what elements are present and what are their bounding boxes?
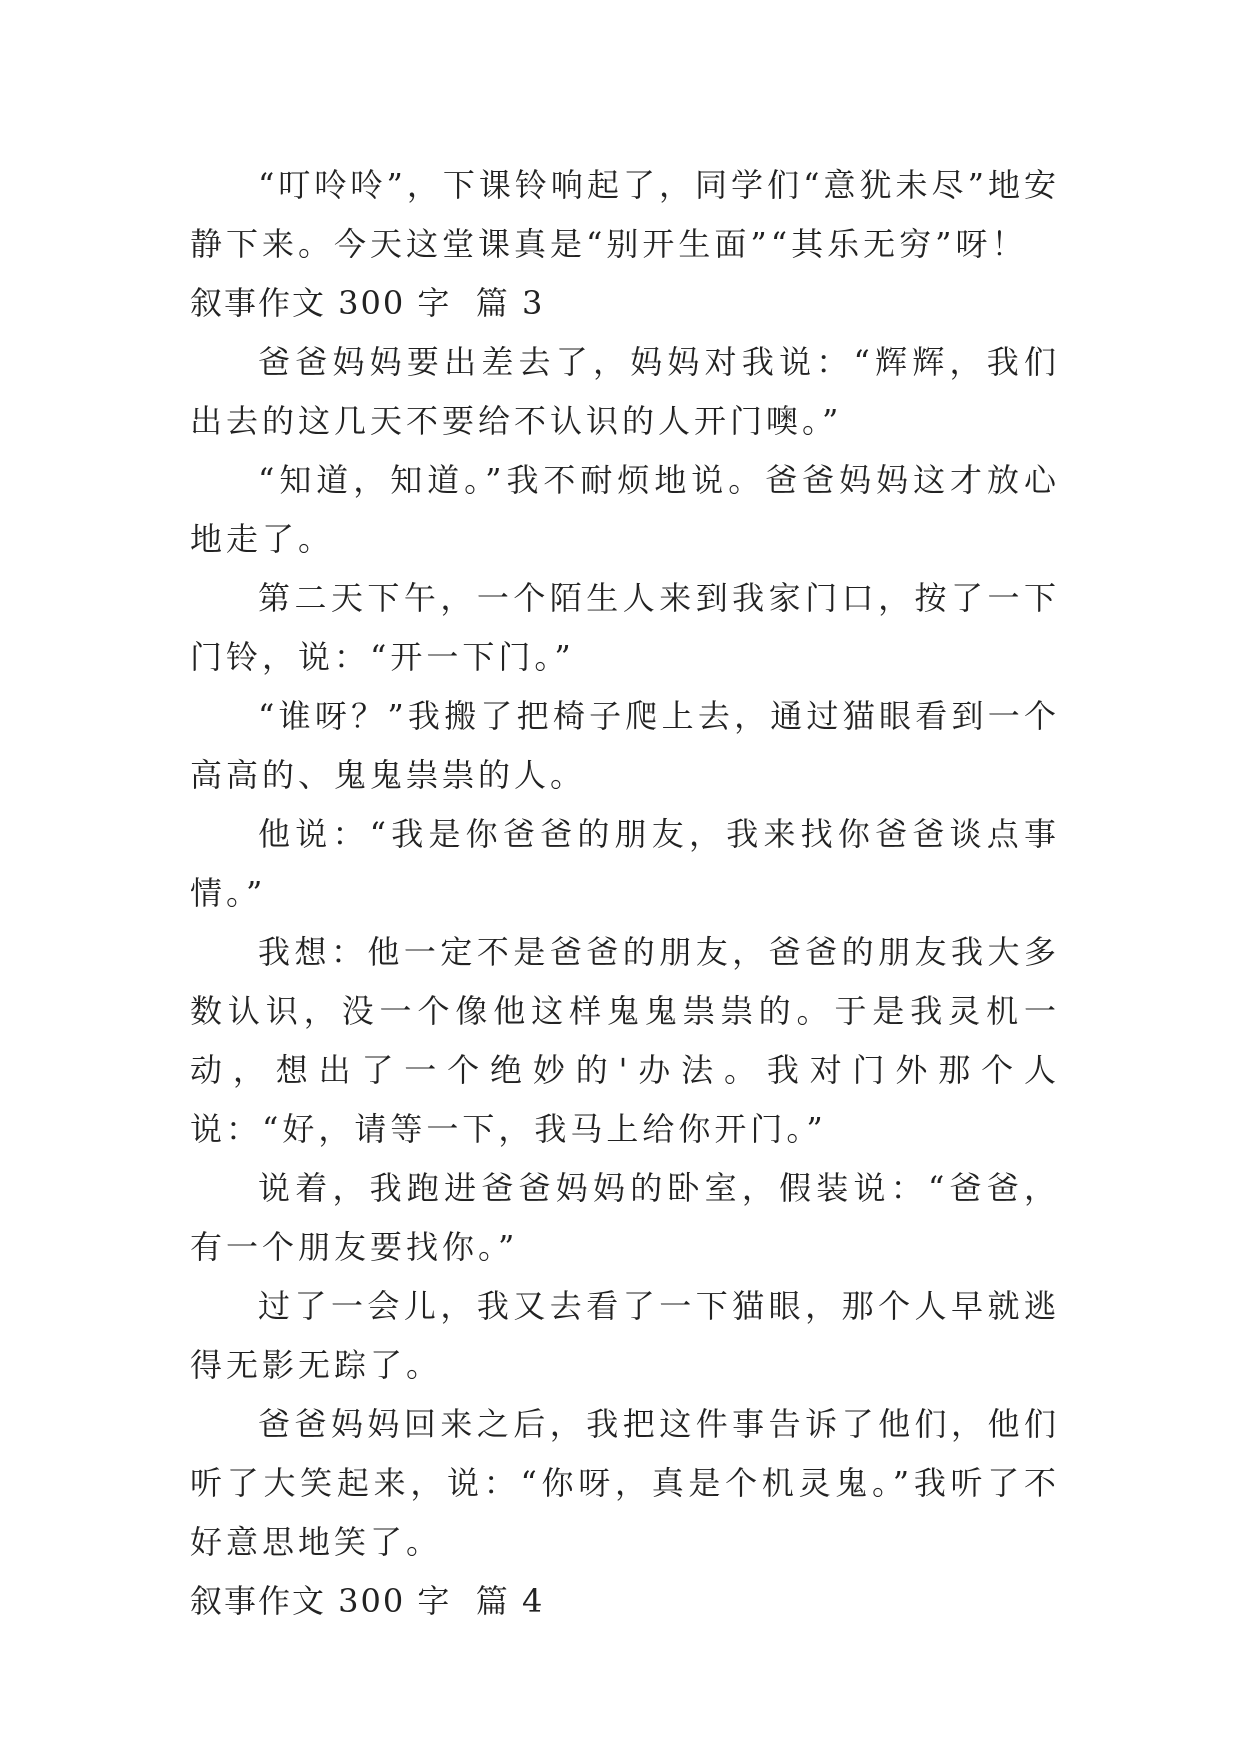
paragraph-clever-idea: 我想：他一定不是爸爸的朋友，爸爸的朋友我大多数认识，没一个像他这样鬼鬼祟祟的。于是我灵机一动，想出了一个绝妙的'办法。我对门外那个人说：“好，请等一下，我马上给你开门。” [190, 933, 1060, 1148]
paragraph-peephole: “谁呀？”我搬了把椅子爬上去，通过猫眼看到一个高高的、鬼鬼祟祟的人。 [190, 697, 1060, 794]
paragraph-pretend-call: 说着，我跑进爸爸妈妈的卧室，假装说：“爸爸，有一个朋友要找你。” [190, 1169, 1060, 1266]
paragraph-knowing-reply: “知道，知道。”我不耐烦地说。爸爸妈妈这才放心地走了。 [190, 461, 1060, 558]
section-heading-4: 叙事作文 300 字 篇 4 [190, 1582, 545, 1620]
paragraph-stranger-claim: 他说：“我是你爸爸的朋友，我来找你爸爸谈点事情。” [190, 815, 1060, 912]
paragraph-stranger-arrives: 第二天下午，一个陌生人来到我家门口，按了一下门铃，说：“开一下门。” [190, 579, 1060, 676]
paragraph-class-ending: “叮呤呤”，下课铃响起了，同学们“意犹未尽”地安静下来。今天这堂课真是“别开生面”“其乐无穷”呀！ [190, 166, 1060, 263]
paragraph-parents-return: 爸爸妈妈回来之后，我把这件事告诉了他们，他们听了大笑起来，说：“你呀，真是个机灵鬼。”我听了不好意思地笑了。 [190, 1405, 1060, 1561]
section-heading-3: 叙事作文 300 字 篇 3 [190, 284, 545, 322]
paragraph-stranger-gone: 过了一会儿，我又去看了一下猫眼，那个人早就逃得无影无踪了。 [190, 1287, 1060, 1384]
paragraph-parents-leaving: 爸爸妈妈要出差去了，妈妈对我说：“辉辉，我们出去的这几天不要给不认识的人开门噢。” [190, 343, 1060, 440]
document-body [190, 156, 1060, 1631]
